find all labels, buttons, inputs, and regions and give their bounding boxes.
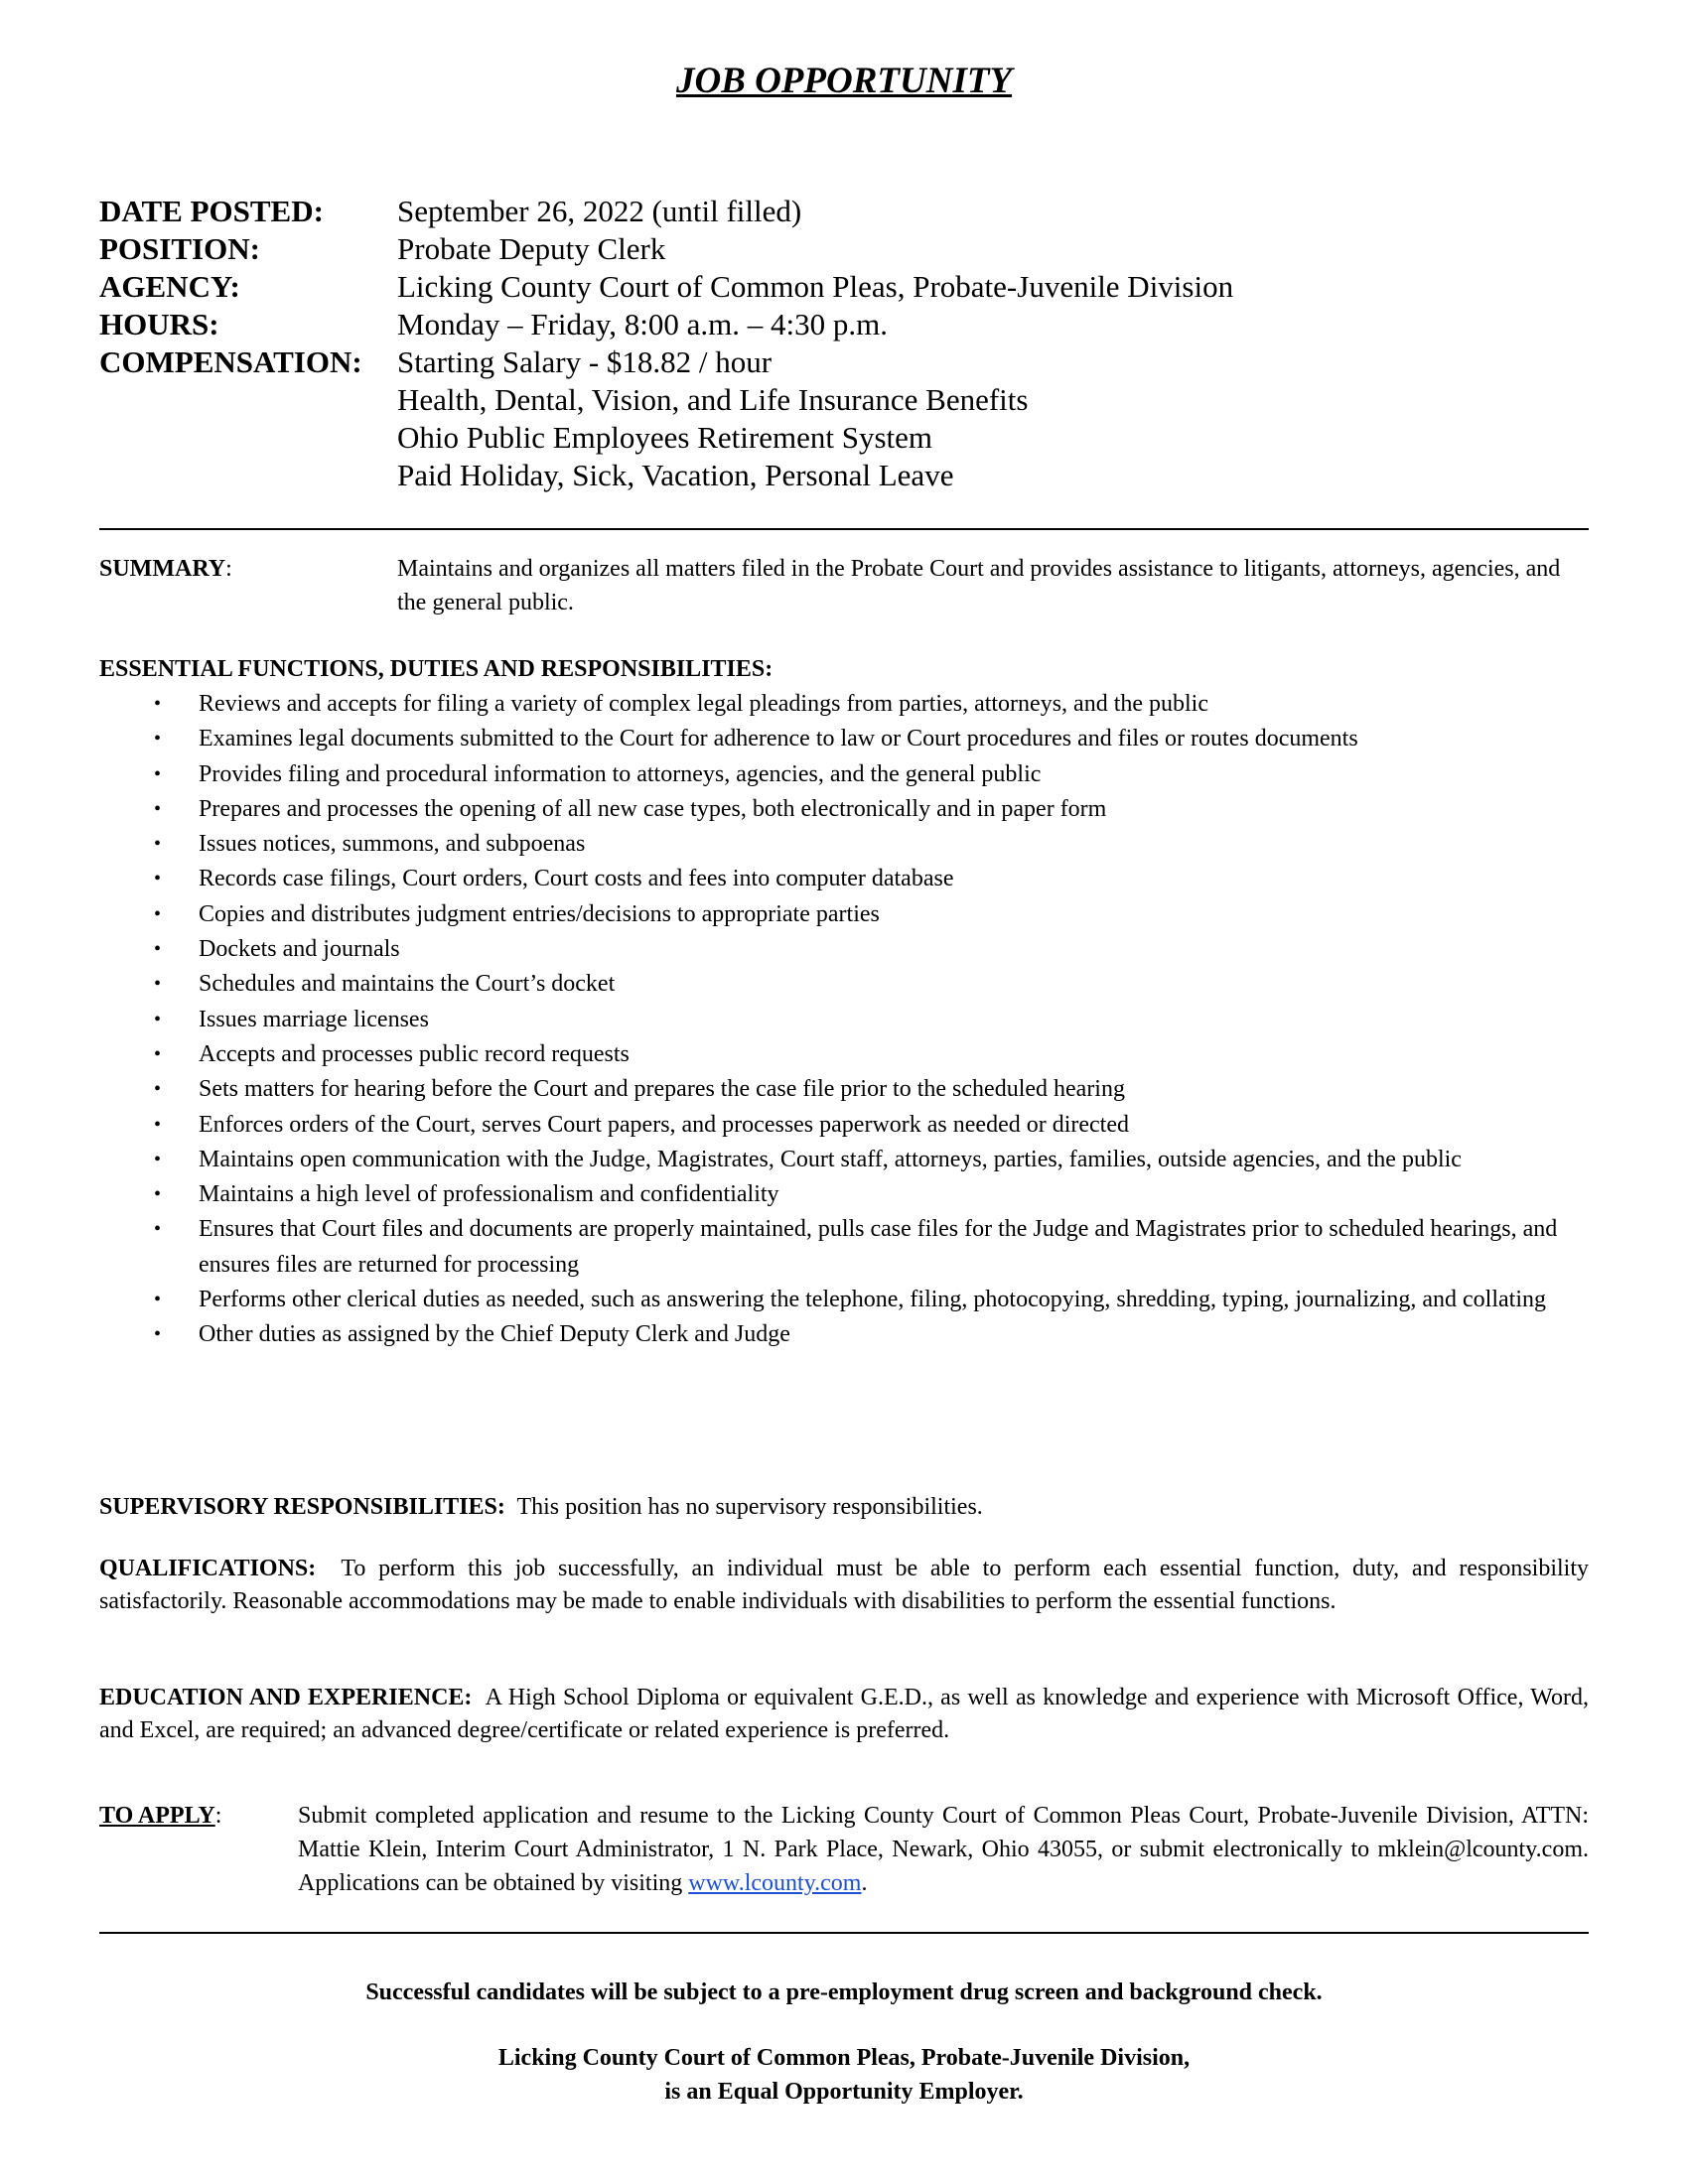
essential-function-text: Examines legal documents submitted to the Court for adherence to law or Court procedures and files or routes documents: [199, 726, 1358, 752]
agency-row: [99, 268, 1589, 306]
essential-function-item: [99, 1003, 1589, 1037]
essential-function-item: [99, 862, 1589, 896]
summary-section: SUMMARY: Maintains and organizes all matters filed in the Probate Court and provides assistance to litigants, attorneys, agencies, and the general public.: [99, 552, 1589, 619]
essential-function-text: Records case filings, Court orders, Court costs and fees into computer database: [199, 866, 954, 892]
qualifications-section: [99, 1553, 1589, 1618]
essential-function-text: Enforces orders of the Court, serves Court papers, and processes paperwork as needed or directed: [199, 1111, 1129, 1138]
essential-function-text: Accepts and processes public record requests: [199, 1040, 630, 1067]
screening-notice: Successful candidates will be subject to a pre-employment drug screen and background check.: [365, 1979, 1323, 2005]
compensation-row-3: [99, 419, 1589, 457]
bullet-icon: •: [154, 1113, 162, 1136]
bullet-icon: •: [154, 797, 162, 820]
essential-function-item: [99, 897, 1589, 932]
essential-function-text: Other duties as assigned by the Chief Deputy Clerk and Judge: [199, 1321, 790, 1348]
essential-function-item: [99, 1108, 1589, 1143]
agency-label: AGENCY:: [99, 269, 240, 304]
bullet-icon: •: [154, 1078, 162, 1101]
qualifications-label: QUALIFICATIONS:: [99, 1556, 317, 1581]
compensation-row-2: [99, 381, 1589, 419]
date-posted-value: September 26, 2022 (until filled): [397, 194, 802, 228]
essential-function-text: Performs other clerical duties as needed, such as answering the telephone, filing, photocopying, shredding, typing, journalizing, and collating: [199, 1287, 1546, 1313]
bullet-icon: •: [154, 1008, 162, 1030]
essential-function-text: Reviews and accepts for filing a variety of complex legal pleadings from parties, attorneys, and the public: [199, 691, 1208, 717]
hours-row: [99, 306, 1589, 343]
bullet-icon: •: [154, 1323, 162, 1346]
education-text: A High School Diploma or equivalent G.E.D., as well as knowledge and experience with Microsoft Office, Word, and Excel, are required; an advanced degree/certificate or related experience is preferred.: [99, 1685, 1589, 1743]
bullet-icon: •: [154, 693, 162, 715]
essential-function-item: [99, 1317, 1589, 1352]
bullet-icon: •: [154, 1289, 162, 1311]
essential-function-text: Provides filing and procedural information to attorneys, agencies, and the general public: [199, 760, 1042, 787]
essential-function-item: [99, 722, 1589, 756]
essential-function-text: Dockets and journals: [199, 936, 400, 963]
supervisory-text: This position has no supervisory responsibilities.: [516, 1494, 983, 1520]
bullet-icon: •: [154, 728, 162, 751]
hours-value: Monday – Friday, 8:00 a.m. – 4:30 p.m.: [397, 307, 888, 341]
essential-function-item: [99, 757, 1589, 792]
supervisory-section: [99, 1491, 1589, 1524]
qualifications-text: To perform this job successfully, an individual must be able to perform each essential function, duty, and responsibility satisfactorily. Reasonable accommodations may be made to enable individuals with disabilities to perform the essential functions.: [99, 1556, 1589, 1614]
bullet-icon: •: [154, 1148, 162, 1170]
position-value: Probate Deputy Clerk: [397, 231, 666, 266]
bullet-icon: •: [154, 1218, 162, 1241]
essential-function-text: Ensures that Court files and documents are properly maintained, pulls case files for the Judge and Magistrates prior to scheduled hearings, and ensures files are returned for processing: [199, 1216, 1558, 1278]
compensation-benefits: Health, Dental, Vision, and Life Insurance Benefits: [397, 382, 1029, 417]
essential-function-text: Prepares and processes the opening of all new case types, both electronically and in paper form: [199, 795, 1107, 822]
essential-function-text: Issues notices, summons, and subpoenas: [199, 831, 586, 858]
essential-function-text: Maintains a high level of professionalism and confidentiality: [199, 1181, 779, 1208]
essential-function-item: [99, 827, 1589, 862]
bullet-icon: •: [154, 1042, 162, 1065]
essential-function-text: Copies and distributes judgment entries/decisions to appropriate parties: [199, 900, 880, 927]
essential-functions-list: [99, 687, 1589, 1353]
essential-function-text: Schedules and maintains the Court’s docket: [199, 971, 616, 998]
divider-top: [99, 528, 1589, 530]
divider-bottom: [99, 1932, 1589, 1934]
hours-label: HOURS:: [99, 307, 219, 341]
apply-label: TO APPLY: [99, 1803, 215, 1829]
bullet-icon: •: [154, 833, 162, 856]
eoe-statement-line-1: Licking County Court of Common Pleas, Probate-Juvenile Division,: [497, 2045, 1191, 2071]
essential-function-item: [99, 687, 1589, 722]
date-posted-label: DATE POSTED:: [99, 194, 324, 228]
essential-function-item: [99, 1072, 1589, 1107]
essential-function-item: [99, 1212, 1589, 1283]
agency-value: Licking County Court of Common Pleas, Probate-Juvenile Division: [397, 269, 1234, 304]
compensation-salary: Starting Salary - $18.82 / hour: [397, 344, 773, 379]
essential-function-text: Maintains open communication with the Judge, Magistrates, Court staff, attorneys, parties, families, outside agencies, and the public: [199, 1146, 1462, 1172]
apply-text: Submit completed application and resume to the Licking County Court of Common Pleas Court, Probate-Juvenile Division, ATTN: Mattie Klein, Interim Court Administrator, 1 N. Park Place, Newark, Ohio 43055, or submit electronically to mklein@lcounty.com. Applications can be obtained by visiting: [298, 1803, 1589, 1896]
education-section: [99, 1682, 1589, 1747]
position-label: POSITION:: [99, 231, 260, 266]
bullet-icon: •: [154, 902, 162, 925]
compensation-row: [99, 343, 1589, 381]
supervisory-label: SUPERVISORY RESPONSIBILITIES:: [99, 1494, 505, 1520]
compensation-retirement: Ohio Public Employees Retirement System: [397, 420, 932, 455]
summary-text: Maintains and organizes all matters filed in the Probate Court and provides assistance to litigants, attorneys, agencies, and the general public.: [397, 556, 1561, 615]
essential-function-item: [99, 1143, 1589, 1177]
bullet-icon: •: [154, 938, 162, 961]
essential-function-item: [99, 1283, 1589, 1317]
essential-functions-heading: ESSENTIAL FUNCTIONS, DUTIES AND RESPONSIBILITIES:: [99, 656, 774, 682]
education-label: EDUCATION AND EXPERIENCE:: [99, 1685, 473, 1710]
essential-function-item: [99, 932, 1589, 967]
bullet-icon: •: [154, 973, 162, 996]
website-link[interactable]: www.lcounty.com: [688, 1870, 862, 1896]
eoe-statement-line-2: is an Equal Opportunity Employer.: [664, 2079, 1024, 2105]
date-posted-row: [99, 193, 1589, 230]
essential-function-item: [99, 1177, 1589, 1212]
essential-functions-section: [99, 651, 1589, 1353]
compensation-row-4: [99, 457, 1589, 494]
apply-section: TO APPLY: Submit completed application and resume to the Licking County Court of Common Pleas Court, Probate-Juvenile Division, ATTN: Mattie Klein, Interim Court Administrator, 1 N. Park Place, Newark, Ohio 43055, or submit electronically to mklein@lcounty.com. Applications can be obtained by visiting www.lcounty.com.: [99, 1803, 1589, 1896]
bullet-icon: •: [154, 1183, 162, 1206]
essential-function-text: Issues marriage licenses: [199, 1006, 429, 1032]
position-row: [99, 230, 1589, 268]
job-details-header: [99, 193, 1589, 494]
essential-function-text: Sets matters for hearing before the Court and prepares the case file prior to the scheduled hearing: [199, 1076, 1125, 1103]
essential-function-item: [99, 1037, 1589, 1072]
page-title: JOB OPPORTUNITY: [675, 61, 1013, 101]
summary-label: SUMMARY: [99, 556, 226, 582]
bullet-icon: •: [154, 868, 162, 890]
bullet-icon: •: [154, 762, 162, 785]
compensation-leave: Paid Holiday, Sick, Vacation, Personal Leave: [397, 458, 954, 492]
compensation-label: COMPENSATION:: [99, 344, 362, 379]
essential-function-item: [99, 792, 1589, 827]
essential-function-item: [99, 967, 1589, 1002]
